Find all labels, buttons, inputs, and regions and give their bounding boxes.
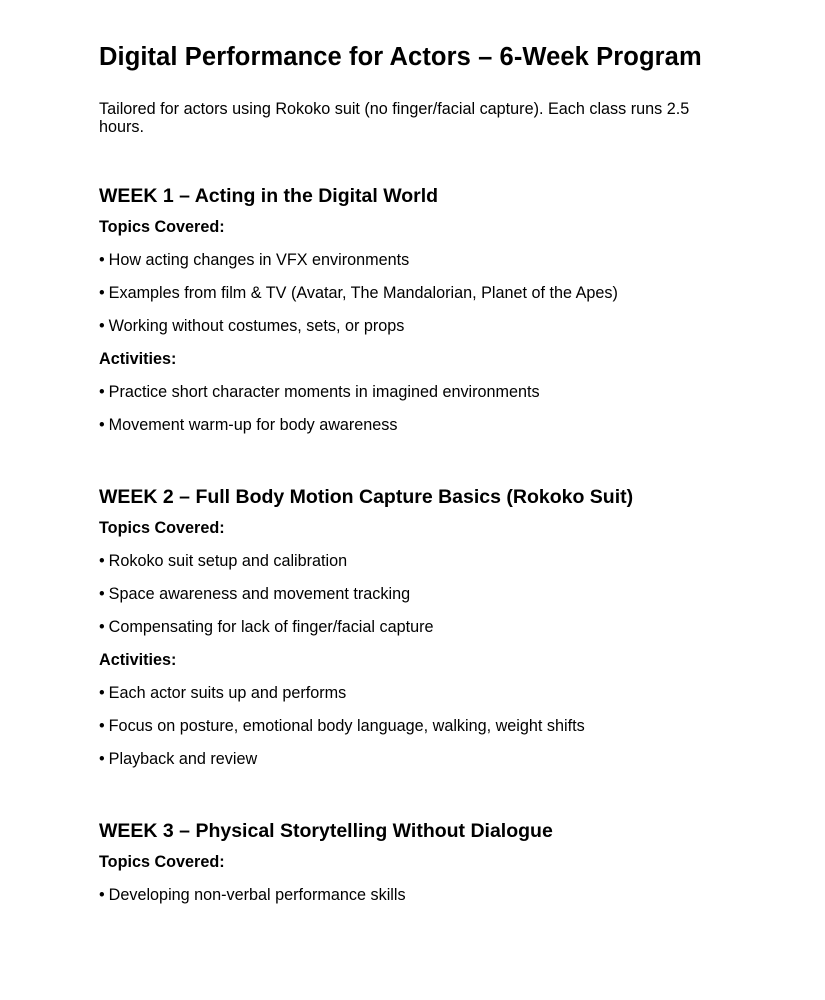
list-item: • Examples from film & TV (Avatar, The Mandalorian, Planet of the Apes) (99, 284, 618, 302)
week-3-topics-list (99, 885, 739, 918)
bullet-icon: • (99, 717, 105, 735)
week-1-activities-list (99, 382, 739, 448)
bullet-icon: • (99, 383, 105, 401)
week-1-topics-label: Topics Covered: (99, 218, 225, 236)
list-item: • Rokoko suit setup and calibration (99, 552, 348, 570)
week-2-topics-list (99, 551, 739, 650)
list-item: • Working without costumes, sets, or props (99, 317, 405, 335)
list-item: • Space awareness and movement tracking (99, 585, 411, 603)
bullet-icon: • (99, 886, 105, 904)
bullet-icon: • (99, 416, 105, 434)
bullet-icon: • (99, 251, 105, 269)
bullet-icon: • (99, 585, 105, 603)
list-item: • Each actor suits up and performs (99, 684, 347, 702)
week-2-title: WEEK 2 – Full Body Motion Capture Basics (Rokoko Suit) (99, 486, 634, 508)
week-1-section (99, 184, 739, 448)
bullet-icon: • (99, 750, 105, 768)
week-3-title: WEEK 3 – Physical Storytelling Without Dialogue (99, 820, 553, 842)
list-item: • Developing non-verbal performance skills (99, 886, 406, 904)
bullet-icon: • (99, 284, 105, 302)
week-3-section (99, 819, 739, 918)
list-item: • How acting changes in VFX environments (99, 251, 410, 269)
list-item: • Focus on posture, emotional body language, walking, weight shifts (99, 717, 585, 735)
week-2-activities-label: Activities: (99, 651, 177, 669)
week-2-section (99, 485, 739, 782)
intro-paragraph: Tailored for actors using Rokoko suit (no finger/facial capture). Each class runs 2.5 hours. (99, 100, 690, 136)
week-1-activities-label: Activities: (99, 350, 177, 368)
list-item: • Movement warm-up for body awareness (99, 416, 398, 434)
list-item: • Practice short character moments in imagined environments (99, 383, 540, 401)
bullet-icon: • (99, 552, 105, 570)
document-title: Digital Performance for Actors – 6-Week Program (99, 43, 702, 71)
week-3-topics-label: Topics Covered: (99, 853, 225, 871)
bullet-icon: • (99, 684, 105, 702)
week-1-topics-list (99, 250, 739, 349)
bullet-icon: • (99, 317, 105, 335)
bullet-icon: • (99, 618, 105, 636)
week-2-activities-list (99, 683, 739, 782)
week-1-title: WEEK 1 – Acting in the Digital World (99, 185, 439, 207)
list-item: • Playback and review (99, 750, 258, 768)
week-2-topics-label: Topics Covered: (99, 519, 225, 537)
list-item: • Compensating for lack of finger/facial capture (99, 618, 434, 636)
